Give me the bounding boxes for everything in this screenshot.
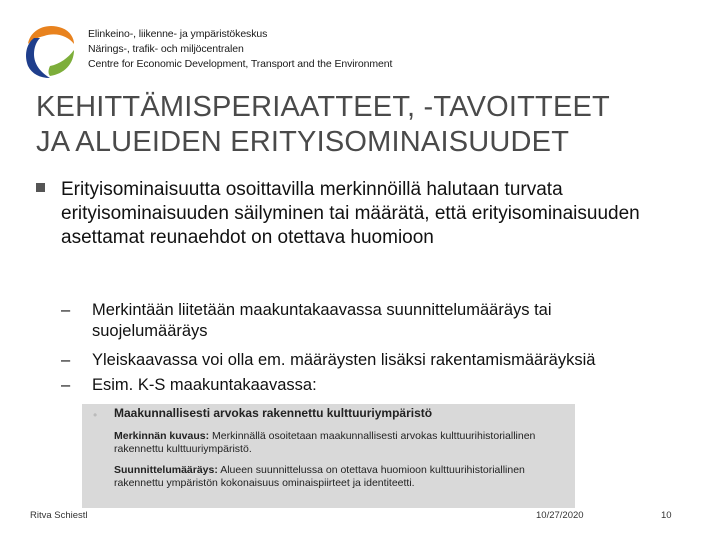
bullet-square-icon bbox=[36, 183, 45, 192]
slide-title-line2: JA ALUEIDEN ERITYISOMINAISUUDET bbox=[36, 126, 570, 158]
organization-name bbox=[88, 27, 392, 72]
dash-marker: – bbox=[61, 351, 71, 369]
excerpt-regulation-text: Alueen suunnittelussa on otettava huomioon kulttuurihistoriallinen rakennettu ympäristön kokonaisuus ominaispiirteet ja identiteetti. bbox=[114, 464, 525, 489]
sub-bullet-text: Yleiskaavassa voi olla em. määräysten lisäksi rakentamismääräyksiä bbox=[92, 351, 596, 369]
plan-excerpt-image bbox=[82, 404, 575, 508]
slide-title-line1: KEHITTÄMISPERIAATTEET, -TAVOITTEET bbox=[36, 91, 610, 123]
excerpt-heading: Maakunnallisesti arvokas rakennettu kulttuuriympäristö bbox=[114, 406, 433, 420]
sub-bullet-text bbox=[92, 300, 552, 342]
excerpt-description bbox=[114, 430, 569, 456]
footer-date: 10/27/2020 bbox=[536, 510, 584, 521]
sub-bullet-text: Esim. K-S maakuntakaavassa: bbox=[92, 376, 317, 394]
excerpt-bullet: • bbox=[93, 408, 98, 422]
excerpt-regulation bbox=[114, 464, 569, 490]
org-line-en: Centre for Economic Development, Transport and the Environment bbox=[88, 58, 393, 70]
sub-bullet-line: Merkintään liitetään maakuntakaavassa suunnittelumääräys tai bbox=[92, 301, 552, 319]
excerpt-regulation-label: Suunnittelumääräys: bbox=[114, 464, 218, 476]
ely-centre-logo-icon bbox=[20, 20, 76, 80]
excerpt-description-text: Merkinnällä osoitetaan maakunnallisesti arvokas kulttuurihistoriallinen rakennettu kulttuuriympäristö. bbox=[114, 430, 536, 455]
main-bullet-text: Erityisominaisuutta osoittavilla merkinnöillä halutaan turvata erityisominaisuuden säilyminen tai määrätä, että erityisominaisuuden asettamat reunaehdot on otettava huomioon bbox=[61, 179, 640, 248]
dash-marker: – bbox=[61, 301, 71, 319]
plan-excerpt-content bbox=[114, 406, 569, 490]
org-line-fi: Elinkeino-, liikenne- ja ympäristökeskus bbox=[88, 28, 268, 40]
excerpt-description-label: Merkinnän kuvaus: bbox=[114, 430, 210, 442]
slide-title bbox=[36, 90, 696, 160]
footer-page-number: 10 bbox=[661, 510, 672, 521]
org-line-sv: Närings-, trafik- och miljöcentralen bbox=[88, 43, 244, 55]
dash-marker: – bbox=[61, 376, 71, 394]
sub-bullet-line: suojelumääräys bbox=[92, 322, 208, 340]
footer-author: Ritva Schiestl bbox=[30, 510, 88, 521]
